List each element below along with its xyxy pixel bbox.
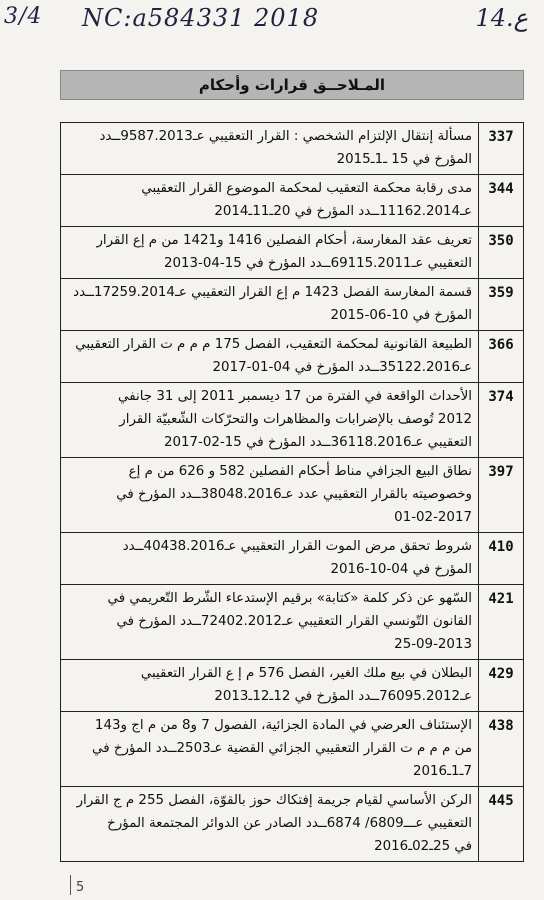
table-row (61, 533, 524, 585)
entry-title: البطلان في بيع ملك الغير، الفصل 576 م إ ع القرار التعقيبي عـ76095.2012ــدد المؤرخ في 12ـ12ـ2013 (61, 660, 479, 712)
entry-page-number: 366 (479, 331, 524, 383)
entry-page-number: 429 (479, 660, 524, 712)
table-row (61, 712, 524, 787)
table-row (61, 458, 524, 533)
entry-page-number: 410 (479, 533, 524, 585)
footer-divider (70, 875, 71, 895)
entry-page-number: 359 (479, 279, 524, 331)
entry-title: الركن الأساسي لقيام جريمة إفتكاك حوز بالقوّة، الفصل 255 م ج القرار التعقيبي عـــ6809/ 6874ــدد الصادر عن الدوائر المجتمعة المؤرخ في 25ـ02ـ2016 (61, 787, 479, 862)
handwritten-reference: NC:a584331 2018 (82, 4, 320, 32)
entry-title: الطبيعة القانونية لمحكمة التعقيب، الفصل 175 م م م ت القرار التعقيبي عـ35122.2016ــدد المؤرخ في 04-01-2017 (61, 331, 479, 383)
entry-page-number: 337 (479, 123, 524, 175)
table-row (61, 585, 524, 660)
entry-page-number: 421 (479, 585, 524, 660)
table-row (61, 279, 524, 331)
entry-title: مدى رقابة محكمة التعقيب لمحكمة الموضوع القرار التعقيبي عـ11162.2014ــدد المؤرخ في 20ـ11ـ2014 (61, 175, 479, 227)
entry-title: مسألة إنتقال الإلتزام الشخصي : القرار التعقيبي عـ9587.2013ــدد المؤرخ في 15 ـ1ـ2015 (61, 123, 479, 175)
entry-page-number: 374 (479, 383, 524, 458)
entry-page-number: 350 (479, 227, 524, 279)
entry-page-number: 397 (479, 458, 524, 533)
entry-title: نطاق البيع الجزافي مناط أحكام الفصلين 582 و 626 من م إع وخصوصيته بالقرار التعقيبي عدد عـ38048.2016ــدد المؤرخ في 01-02-2017 (61, 458, 479, 533)
entry-title: تعريف عقد المغارسة، أحكام الفصلين 1416 و1421 من م إع القرار التعقيبي عـ69115.2011ــدد المؤرخ في 15-04-2013 (61, 227, 479, 279)
entry-title: الأحداث الواقعة في الفترة من 17 ديسمبر 2011 إلى 31 جانفي 2012 تُوصف بالإضرابات والمظاهرات والتحرّكات الشّعبيّة القرار التعقيبي عـ36118.2016ــدد المؤرخ في 15-02-2017 (61, 383, 479, 458)
entry-title: السّهو عن ذكر كلمة «كتابة» برقيم الإستدعاء الشّرط التّعريمي في القانون التّونسي القرار التعقيبي عـ72402.2012ــدد المؤرخ في 25-09-2013 (61, 585, 479, 660)
entry-page-number: 438 (479, 712, 524, 787)
section-header (60, 70, 524, 100)
entry-title: شروط تحقق مرض الموت القرار التعقيبي عـ40438.2016ــدد المؤرخ في 04-10-2016 (61, 533, 479, 585)
entry-page-number: 445 (479, 787, 524, 862)
handwritten-page-fraction: 3/4 (4, 4, 43, 29)
table-row (61, 787, 524, 862)
entry-title: الإستئناف العرضي في المادة الجزائية، الفصول 7 و8 من م اج و143 من م م م ت القرار التعقيبي الجزائي القضية عـ2503ــدد المؤرخ في 7ـ1ـ2016 (61, 712, 479, 787)
entry-page-number: 344 (479, 175, 524, 227)
table-row (61, 123, 524, 175)
table-row (61, 660, 524, 712)
table-row (61, 383, 524, 458)
contents-table (60, 122, 524, 862)
handwritten-number: 14.ع (475, 4, 528, 32)
section-title: المـلاحــق قرارات وأحكام (198, 76, 386, 94)
table-row (61, 227, 524, 279)
table-row (61, 175, 524, 227)
table-row (61, 331, 524, 383)
page-number: 5 (76, 880, 85, 895)
entry-title: قسمة المغارسة الفصل 1423 م إع القرار التعقيبي عـ17259.2014ــدد المؤرخ في 10-06-2015 (61, 279, 479, 331)
